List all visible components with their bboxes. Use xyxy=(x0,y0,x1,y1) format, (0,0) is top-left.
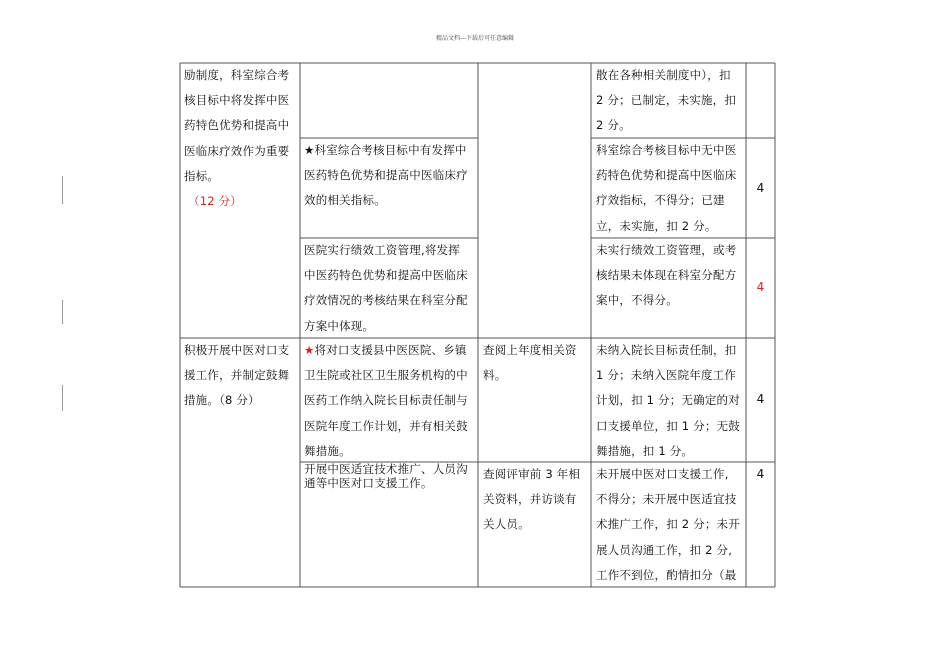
deduction-line: 2 分；已制定，未实施，扣 xyxy=(596,93,737,108)
deduction-line: 口支援单位，扣 1 分；无鼓 xyxy=(596,418,740,433)
deduction-line: 展人员沟通工作，扣 2 分, xyxy=(596,542,733,557)
content-line: 医院实行绩效工资管理,将发挥 xyxy=(304,243,460,257)
star-mark: ★ xyxy=(304,143,315,157)
content-line-text: 将对口支援县中医医院、乡镇 xyxy=(314,343,467,357)
content-line xyxy=(304,138,468,163)
content-line: 中医药特色优势和提高中医临床 xyxy=(304,268,468,283)
deduction-line: 案中，不得分。 xyxy=(596,293,678,308)
deduction-line: 未开展中医对口支援工作, xyxy=(596,467,729,481)
deduction-line: 散在各种相关制度中），扣 xyxy=(596,68,731,82)
item-line: 医临床疗效作为重要 xyxy=(184,143,290,158)
content-line: 通等中医对口支援工作。 xyxy=(304,476,433,490)
method-text xyxy=(483,462,580,538)
deduction-line: 科室综合考核目标中无中医 xyxy=(596,143,737,157)
item-line: 措施。（8 分） xyxy=(184,393,260,408)
deduction-line: 不得分；未开展中医适宜技 xyxy=(596,492,737,507)
score-value: 4 xyxy=(756,467,765,481)
deduction-text xyxy=(596,462,740,588)
deduction-line: 1 分；未纳入医院年度工作 xyxy=(596,368,737,383)
content-line: 卫生院或社区卫生服务机构的中 xyxy=(304,368,468,383)
deduction-text xyxy=(596,63,736,139)
deduction-line: 核结果未体现在科室分配方 xyxy=(596,268,737,283)
deduction-line: 舞措施，扣 1 分。 xyxy=(596,443,694,458)
score-value: 4 xyxy=(756,280,765,294)
deduction-line: 疗效指标，不得分；已建 xyxy=(596,193,725,208)
star-mark: ★ xyxy=(304,343,315,357)
method-text xyxy=(483,338,577,388)
content-line: 医药特色优势和提高中医临床疗 xyxy=(304,168,468,183)
deduction-line: 术推广工作，扣 2 分；未开 xyxy=(596,517,740,532)
item-text xyxy=(184,338,289,414)
deduction-text xyxy=(596,338,740,464)
deduction-line: 立，未实施，扣 2 分。 xyxy=(596,218,717,233)
deduction-line: 工作不到位，酌情扣分（最 xyxy=(596,567,737,582)
content-text xyxy=(304,338,468,464)
method-line: 料。 xyxy=(483,368,507,383)
score-value: 4 xyxy=(756,392,765,406)
content-line: 医药工作纳入院长目标责任制与 xyxy=(304,393,468,408)
deduction-line: 计划，扣 1 分；无确定的对 xyxy=(596,393,740,408)
content-text xyxy=(304,462,468,490)
deduction-line: 未纳入院长目标责任制，扣 xyxy=(596,343,737,357)
content-line: 舞措施。 xyxy=(304,443,351,458)
content-line: 疗效情况的考核结果在科室分配 xyxy=(304,293,468,308)
item-line: 援工作，并制定鼓舞 xyxy=(184,368,290,383)
deduction-text xyxy=(596,238,736,314)
item-score: （12 分） xyxy=(188,194,242,209)
content-text xyxy=(304,238,468,339)
method-line: 关资料，并访谈有 xyxy=(483,492,577,507)
method-line: 查阅评审前 3 年相 xyxy=(483,467,581,481)
method-line: 关人员。 xyxy=(483,517,530,532)
deduction-line: 药特色优势和提高中医临床 xyxy=(596,168,737,183)
score-value: 4 xyxy=(756,181,765,195)
deduction-text xyxy=(596,138,736,239)
content-line xyxy=(304,338,468,363)
item-line: 核目标中将发挥中医 xyxy=(184,93,290,108)
item-line: 积极开展中医对口支 xyxy=(184,343,290,357)
content-text xyxy=(304,138,468,214)
deduction-line: 未实行绩效工资管理，或考 xyxy=(596,243,737,257)
item-line: 励制度，科室综合考 xyxy=(184,68,290,82)
item-line: 指标。 xyxy=(184,168,220,183)
page-header: 精品文档---下载后可任意编辑 xyxy=(435,35,515,42)
item-text xyxy=(184,63,289,214)
content-line: 开展中医适宜技术推广、人员沟 xyxy=(304,462,468,476)
deduction-line: 2 分。 xyxy=(596,118,631,133)
content-line: 效的相关指标。 xyxy=(304,193,386,208)
method-line: 查阅上年度相关资 xyxy=(483,343,577,357)
content-line: 医院年度工作计划，并有相关鼓 xyxy=(304,418,468,433)
content-line-text: 科室综合考核目标中有发挥中 xyxy=(314,143,467,157)
content-line: 方案中体现。 xyxy=(304,318,375,333)
item-line: 药特色优势和提高中 xyxy=(184,118,290,133)
